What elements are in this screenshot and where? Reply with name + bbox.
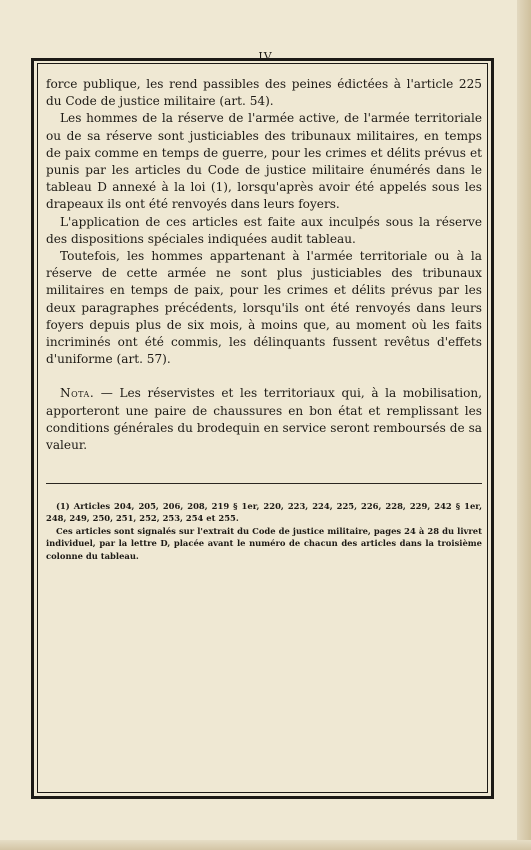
nota-paragraph <box>46 385 482 454</box>
paragraph-continuation: force publique, les rend passibles des peines édictées à l'article 225 du Code de justice militaire (art. 54). <box>46 77 482 109</box>
footnote-2: Ces articles sont signalés sur l'extrait du Code de justice militaire, pages 24 à 28 du livret individuel, par la lettre D, placée avant le numéro de chacun des articles dans la troisième colonne du tableau. <box>46 525 482 561</box>
page-edge-right <box>517 0 531 850</box>
footnote-1: (1) Articles 204, 205, 206, 208, 219 § 1er, 220, 223, 224, 225, 226, 228, 229, 242 § 1er, 248, 249, 250, 251, 252, 253, 254 et 255. <box>46 501 482 524</box>
paragraph-territorial-exception: Toutefois, les hommes appartenant à l'armée territoriale ou à la réserve de cette armée ne sont plus justiciables des tribunaux militaires en temps de paix, pour les crimes et délits prévus par les deux paragraphes précédents, lorsqu'ils ont été renvoyés dans leurs foyers depuis plus de six mois, à moins que, au moment où les faits incriminés ont été commis, les délinquants fussent revêtus d'effets d'uniforme (art. 57). <box>46 249 482 367</box>
nota-label: Nota. <box>60 386 95 401</box>
body-text <box>46 76 482 454</box>
page-edge-bottom <box>0 840 531 850</box>
footnote-divider <box>46 483 482 484</box>
page-number-text: IV <box>252 50 278 63</box>
paragraph-application: L'application de ces articles est faite aux inculpés sous la réserve des dispositions spéciales indiquées audit tableau. <box>46 214 482 246</box>
footnotes <box>46 500 482 562</box>
paragraph-reserve-jurisdiction: Les hommes de la réserve de l'armée active, de l'armée territoriale ou de sa réserve sont justiciables des tribunaux militaires, en temps de paix comme en temps de guerre, pour les crimes et délits prévus et punis par les articles du Code de justice militaire énumérés dans le tableau D annexé à la loi (1), lorsqu'après avoir été appelés sous les drapeaux ils ont été renvoyés dans leurs foyers. <box>46 111 482 212</box>
nota-text: — Les réservistes et les territoriaux qui, à la mobilisation, apporteront une paire de chaussures en bon état et remplissant les conditions générales du brodequin en service seront remboursés de sa valeur. <box>46 386 482 453</box>
